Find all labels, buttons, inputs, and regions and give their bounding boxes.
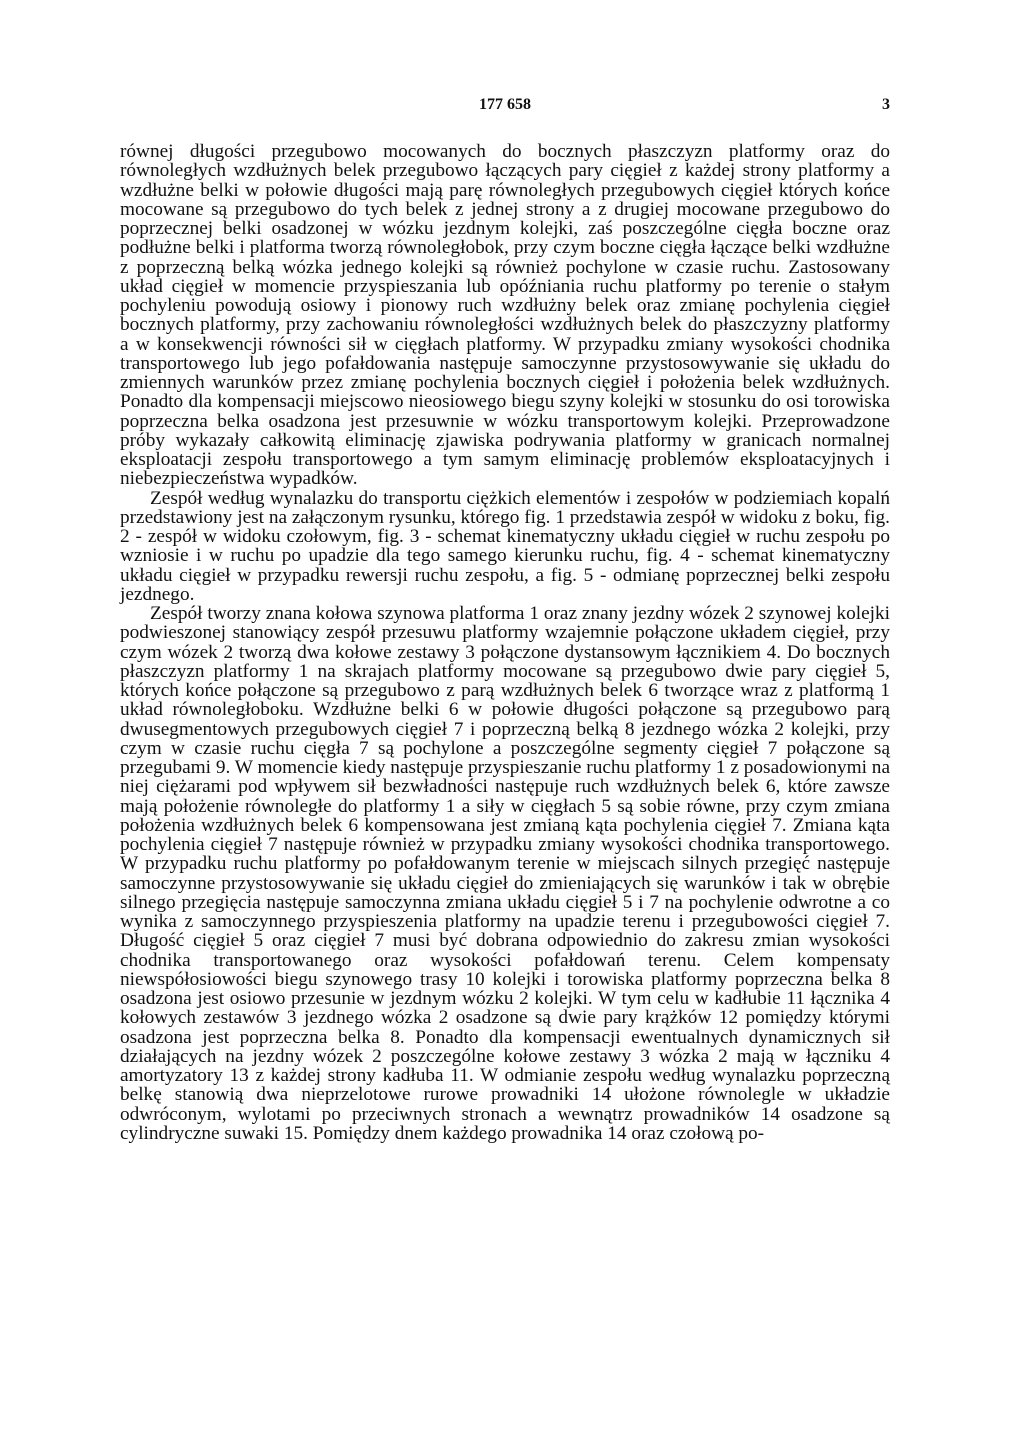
body-text: [120, 142, 890, 1143]
paragraph-assembly-description: Zespół tworzy znana kołowa szynowa platforma 1 oraz znany jezdny wózek 2 szynowej kolejki podwieszonej stanowiący zespół przesuwu platformy wzajemnie połączone układem cięgieł, przy czym wózek 2 tworzą dwa kołowe zestawy 3 połączone dystansowym łącznikiem 4. Do bocznych płaszczyzn platformy 1 na skrajach platformy mocowane są przegubowo dwie pary cięgieł 5, których końce połączone są przegubowo z parą wzdłużnych belek 6 tworzące wraz z platformą 1 układ równoległoboku. Wzdłużne belki 6 w połowie długości połączone są przegubowo parą dwusegmentowych przegubowych cięgieł 7 i poprzeczną belką 8 jezdnego wózka 2 kolejki, przy czym w czasie ruchu cięgła 7 są pochylone a poszczególne segmenty cięgieł 7 połączone są przegubami 9. W momencie kiedy następuje przyspieszanie ruchu platformy 1 z posadowionymi na niej ciężarami pod wpływem sił bezwładności następuje ruch wzdłużnych belek 6, które zawsze mają położenie równoległe do platformy 1 a siły w cięgłach 5 są sobie równe, przy czym zmiana położenia wzdłużnych belek 6 kompensowana jest zmianą kąta pochylenia cięgieł 7. Zmiana kąta pochylenia cięgieł 7 następuje również w przypadku zmiany wysokości chodnika transportowego. W przypadku ruchu platformy po pofałdowanym terenie w miejscach silnych przegięć następuje samoczynne przystosowywanie się układu cięgieł do zmieniających się warunków i tak w obrębie silnego przegięcia następuje samoczynna zmiana układu cięgieł 5 i 7 na pochylenie odwrotne a co wynika z samoczynnego przyspieszenia platformy na upadzie terenu i przegubowości cięgieł 7. Długość cięgieł 5 oraz cięgieł 7 musi być dobrana odpowiednio do zakresu zmian wysokości chodnika transportowanego oraz wysokości pofałdowań terenu. Celem kompensaty niewspółosiowości biegu szynowego trasy 10 kolejki i torowiska platformy poprzeczna belka 8 osadzona jest osiowo przesunie w jezdnym wózku 2 kolejki. W tym celu w kadłubie 11 łącznika 4 kołowych zestawów 3 jezdnego wózka 2 osadzone są dwie pary krążków 12 pomiędzy którymi osadzona jest poprzeczna belka 8. Ponadto dla kompensacji ewentualnych dynamicznych sił działających na jezdny wózek 2 poszczególne kołowe zestawy 3 wózka 2 mają w łączniku 4 amortyzatory 13 z każdej strony kadłuba 11. W odmianie zespołu według wynalazku poprzeczną belkę stanowią dwa nieprzelotowe rurowe prowadniki 14 ułożone równolegle w układzie odwróconym, wylotami po przeciwnych stronach a wewnątrz prowadników 14 osadzone są cylindryczne suwaki 15. Pomiędzy dnem każdego prowadnika 14 oraz czołową po-: [120, 603, 890, 1144]
paragraph-continuation: równej długości przegubowo mocowanych do bocznych płaszczyzn platformy oraz do równoległych wzdłużnych belek przegubowo łączących pary cięgieł z każdej strony platformy a wzdłużne belki w połowie długości mają parę równoległych przegubowych cięgieł których końce mocowane są przegubowo do tych belek z jednej strony a z drugiej mocowane przegubowo do poprzecznej belki osadzonej w wózku jezdnym kolejki, zaś poszczególne cięgła boczne oraz podłużne belki i platforma tworzą równoległobok, przy czym boczne cięgła łączące belki wzdłużne z poprzeczną belką wózka jednego kolejki są również pochylone w czasie ruchu. Zastosowany układ cięgieł w momencie przyspieszania lub opóźniania ruchu platformy po terenie o stałym pochyleniu powodują osiowy i pionowy ruch wzdłużny belek oraz zmianę pochylenia cięgieł bocznych platformy, przy zachowaniu równoległości wzdłużnych belek do płaszczyzny platformy a w konsekwencji równości sił w cięgłach platformy. W przypadku zmiany wysokości chodnika transportowego lub jego pofałdowania następuje samoczynne przystosowywanie się układu do zmiennych warunków przez zmianę pochylenia bocznych cięgieł i położenia belek wzdłużnych. Ponadto dla kompensacji miejscowo nieosiowego biegu szyny kolejki w stosunku do osi torowiska poprzeczna belka osadzona jest przesuwnie w wózku transportowym kolejki. Przeprowadzone próby wykazały całkowitą eliminację zjawiska podrywania platformy w granicach normalnej eksploatacji zespołu transportowego a tym samym eliminację problemów eksploatacyjnych i niebezpieczeństwa wypadków.: [120, 141, 890, 490]
page-header: [120, 96, 890, 118]
page-number: 3: [882, 96, 890, 113]
paragraph-figures-description: Zespół według wynalazku do transportu ciężkich elementów i zespołów w podziemiach kopalń przedstawiony jest na załączonym rysunku, którego fig. 1 przedstawia zespół w widoku z boku, fig. 2 - zespół w widoku czołowym, fig. 3 - schemat kinematyczny układu cięgieł w ruchu zespołu po wzniosie i w ruchu po upadzie dla tego samego kierunku ruchu, fig. 4 - schemat kinematyczny układu cięgieł w przypadku rewersji ruchu zespołu, a fig. 5 - odmianę poprzecznej belki zespołu jezdnego.: [120, 487, 890, 605]
patent-number: 177 658: [479, 96, 531, 113]
